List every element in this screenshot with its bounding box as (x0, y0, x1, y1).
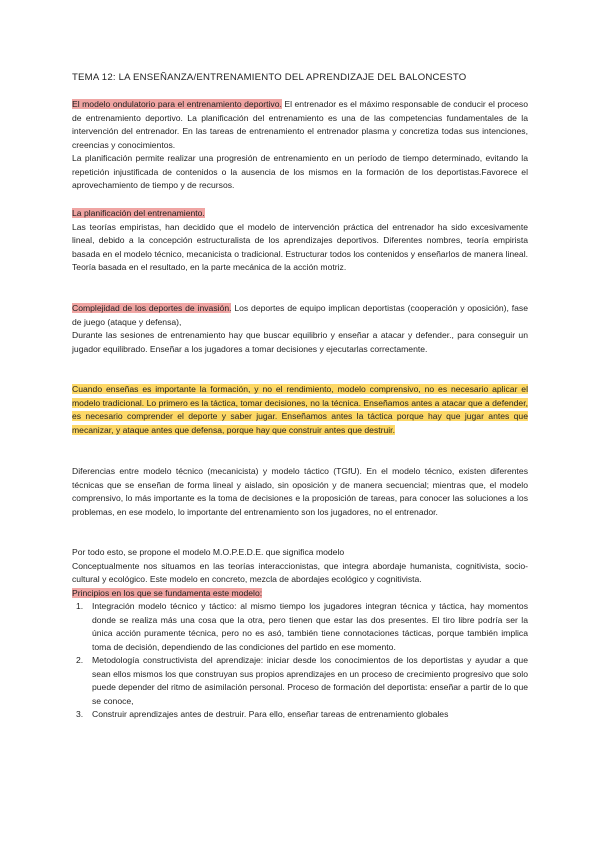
section-diferencias (72, 465, 528, 519)
paragraph: Diferencias entre modelo técnico (mecanicista) y modelo táctico (TGfU). En el modelo técnico, existen diferentes técnicas que se enseñan de forma lineal y aislado, sin oposición y de manera secuencial; mientras que, el modelo comprensivo, lo más importante es la toma de decisiones e la proposición de tareas, para conocer las soluciones a los problemas, en ese modelo, lo importante del entrenamiento son los jugadores, no el entrenador. (72, 466, 528, 517)
paragraph: La planificación permite realizar una progresión de entrenamiento en un período de tiempo determinado, evitando la repetición injustificada de contenidos o la ausencia de los mismos en la formación de los deportistas.Favorece el aprovechamiento de tiempo y de recursos. (72, 153, 528, 190)
paragraph: Las teorías empiristas, han decidido que el modelo de intervención práctica del entrenador ha sido excesivamente lineal, debido a la concepción estructuralista de los aprendizajes deportivos. Diferentes nombres, teoría empirista basada en el modelo técnico, mecanicista o tradicional. Estructurar todos los contenidos y enseñarlos de manera lineal. Teoría basada en el resultado, en la parte mecánica de la acción motriz. (72, 221, 528, 272)
paragraph: Durante las sesiones de entrenamiento hay que buscar equilibrio y enseñar a atacar y defender., para conseguir un jugador equilibrado. Enseñar a los jugadores a tomar decisiones y ejecutarlas correctamente. (72, 330, 528, 354)
section-heading: Complejidad de los deportes de invasión. (72, 303, 232, 313)
list-item-text: Construir aprendizajes antes de destruir. Para ello, enseñar tareas de entrenamiento globales (92, 709, 449, 719)
list-number: 2. (76, 655, 84, 665)
paragraph (72, 383, 528, 437)
list-item-text: Integración modelo técnico y táctico: al mismo tiempo los jugadores integran técnica y táctica, hay momentos donde se realiza más una cosa que la otra, pero tienen que estar las dos presentes. El tiro libre podría ser la única acción puramente técnica, pero no es asó, también tiene connotaciones tácticas, porque también implica toma de decisión, dependiendo de las condiciones del partido en ese momento. (92, 601, 528, 652)
paragraph (72, 98, 528, 152)
section-modelo-ondulatorio (72, 98, 528, 193)
section-planificacion (72, 207, 528, 275)
paragraph-text: Los deportes de equipo implican deportistas (cooperación y oposición), fase de juego (ataque y defensa), (72, 303, 528, 327)
principles-list (72, 600, 528, 722)
paragraph (72, 207, 528, 221)
highlighted-text: Cuando enseñas es importante la formación, y no el rendimiento, modelo comprensivo, no es necesario aplicar el modelo tradicional. Lo primero es la táctica, tomar decisiones, no la técnica. Enseñamos antes a atacar que a defender, es necesario comprender el deporte y saber jugar. Enseñamos antes la táctica porque hay que jugar antes que mecanizar, y ataque antes que defensa, porque hay que construir antes que destruir. (72, 384, 528, 435)
paragraph: Por todo esto, se propone el modelo M.O.P.E.D.E. que significa modelo (72, 547, 345, 557)
document-title: TEMA 12: LA ENSEÑANZA/ENTRENAMIENTO DEL APRENDIZAJE DEL BALONCESTO (72, 72, 467, 83)
section-complejidad (72, 302, 528, 356)
paragraph: Conceptualmente nos situamos en las teorías interaccionistas, que integra abordaje humanista, cognitivista, socio- cultural y ecológico. Este modelo en concreto, mezcla de abordajes ecológico y cognitivista. (72, 560, 528, 584)
list-number: 1. (76, 601, 84, 611)
paragraph (72, 302, 528, 329)
section-ensenanza-highlight (72, 383, 528, 437)
list-item (72, 654, 528, 708)
section-heading: Principios en los que se fundamenta este modelo: (72, 587, 263, 598)
paragraph (72, 587, 528, 601)
section-heading: La planificación del entrenamiento. (72, 208, 205, 218)
list-item (72, 708, 528, 722)
section-moped (72, 546, 528, 722)
section-heading: El modelo ondulatorio para el entrenamiento deportivo. (72, 99, 282, 109)
list-item (72, 600, 528, 654)
list-item-text: Metodología constructivista del aprendizaje: iniciar desde los conocimientos de los deportistas y ayudar a que sean ellos mismos los que construyan sus propios aprendizajes en un proceso de crecimiento progresivo que solo puede depender del ritmo de asimilación personal. Proceso de formación del deportista: enseñar a partir de lo que se conoce, (92, 655, 528, 706)
list-number: 3. (76, 709, 84, 719)
paragraph-text: El entrenador es el máximo responsable de conducir el proceso de entrenamiento deportivo. La planificación del entrenamiento es una de las competencias fundamentales de la intervención del entrenador. En las tareas de entrenamiento el entrenador plasma y concretiza todas sus intenciones, creencias y conocimientos. (72, 99, 529, 150)
